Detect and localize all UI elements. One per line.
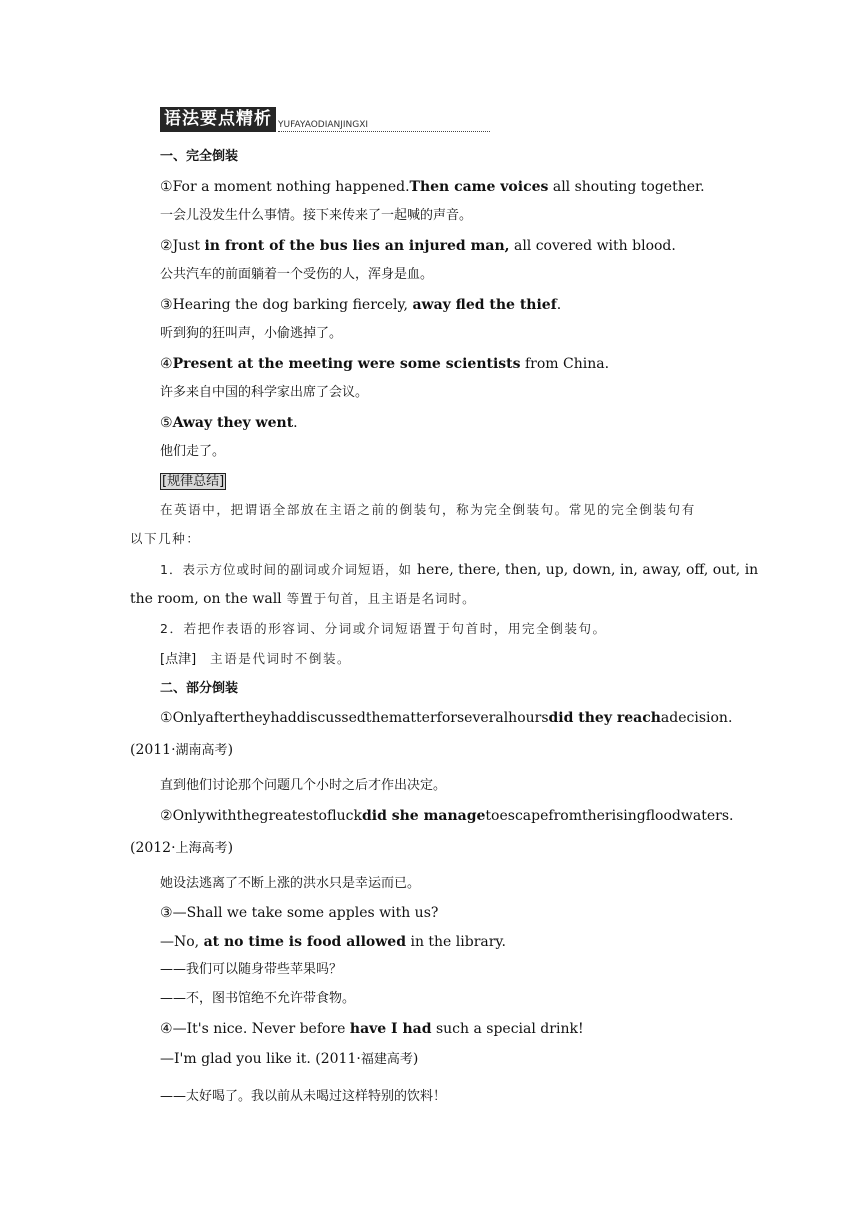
example-8-translation-a: ——不，图书馆绝不允许带食物。 bbox=[160, 991, 356, 1006]
rule-paragraph-3: 2．若把作表语的形容词、分词或介词短语置于句首时，用完全倒装句。 bbox=[160, 621, 607, 636]
example-1: ①For a moment nothing happened.Then came voices all shouting together. bbox=[160, 179, 705, 195]
example-8-answer: —No, at no time is food allowed in the library. bbox=[160, 934, 506, 950]
example-2: ②Just in front of the bus lies an injured man, all covered with blood. bbox=[160, 238, 676, 254]
example-9-translation: ——太好喝了。我以前从未喝过这样特别的饮料！ bbox=[160, 1089, 447, 1104]
example-2-translation: 公共汽车的前面躺着一个受伤的人，浑身是血。 bbox=[160, 267, 434, 282]
example-5-translation: 他们走了。 bbox=[160, 444, 226, 459]
rule-paragraph-1-cont: 以下几种： bbox=[130, 531, 201, 546]
rule-paragraph-2-cont: the room, on the wall 等置于句首，且主语是名词时。 bbox=[130, 591, 476, 607]
header-pinyin: YUFAYAODIANJINGXI bbox=[278, 120, 490, 132]
example-8-question: ③—Shall we take some apples with us? bbox=[160, 905, 439, 921]
example-4: ④Present at the meeting were some scientists from China. bbox=[160, 356, 610, 372]
example-1-translation: 一会儿没发生什么事情。接下来传来了一起喊的声音。 bbox=[160, 208, 473, 223]
rule-paragraph-1: 在英语中，把谓语全部放在主语之前的倒装句，称为完全倒装句。常见的完全倒装句有 bbox=[160, 502, 696, 517]
note: [点津] 主语是代词时不倒装。 bbox=[160, 651, 352, 667]
example-7: ②Only with the greatest of luck did she manage to escape from the rising flood waters. bbox=[160, 808, 734, 824]
example-9-line-2: —I'm glad you like it. (2011·福建高考) bbox=[160, 1051, 419, 1067]
example-4-translation: 许多来自中国的科学家出席了会议。 bbox=[160, 385, 369, 400]
section-title-full-inversion: 一、完全倒装 bbox=[160, 149, 239, 164]
header-title: 语法要点精析 bbox=[160, 107, 276, 132]
section-title-partial-inversion: 二、部分倒装 bbox=[160, 681, 239, 696]
example-8-translation-q: ——我们可以随身带些苹果吗？ bbox=[160, 962, 343, 977]
rule-paragraph-2: 1．表示方位或时间的副词或介词短语，如 here, there, then, up, down, in, away, off, out, in bbox=[160, 562, 759, 578]
example-6: ①Only after they had discussed the matter for several hours did they reach a decision. bbox=[160, 710, 733, 726]
example-6-source: (2011·湖南高考) bbox=[130, 742, 234, 758]
section-header bbox=[160, 106, 490, 132]
example-5: ⑤Away they went. bbox=[160, 415, 298, 431]
example-6-translation: 直到他们讨论那个问题几个小时之后才作出决定。 bbox=[160, 778, 447, 793]
example-7-translation: 她设法逃离了不断上涨的洪水只是幸运而已。 bbox=[160, 876, 421, 891]
example-3-translation: 听到狗的狂叫声，小偷逃掉了。 bbox=[160, 326, 343, 341]
example-9-line-1: ④—It's nice. Never before have I had such a special drink! bbox=[160, 1021, 584, 1037]
example-7-source: (2012·上海高考) bbox=[130, 840, 234, 856]
rule-summary-tag: [规律总结] bbox=[162, 474, 225, 489]
example-3: ③Hearing the dog barking fiercely, away fled the thief. bbox=[160, 297, 562, 313]
